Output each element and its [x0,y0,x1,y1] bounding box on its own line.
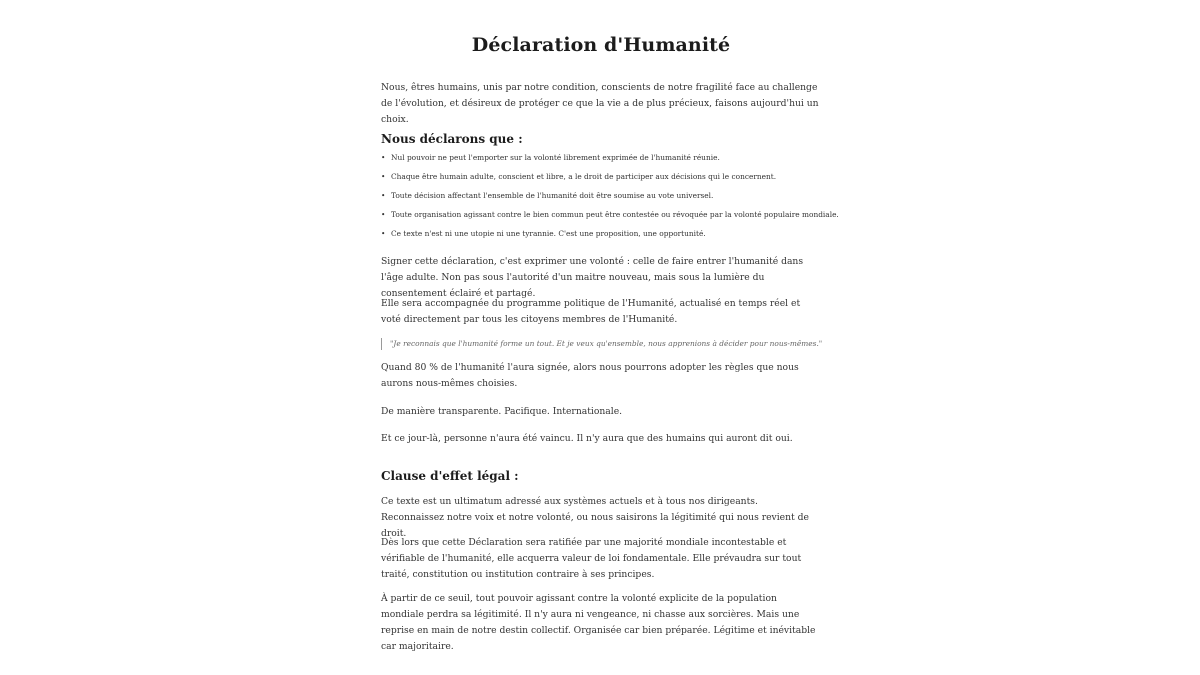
bullet-icon: • [381,229,386,238]
list-item: • Chaque être humain adulte, conscient et libre, a le droit de participer aux décisions qui le concernent. [381,172,777,181]
body-paragraph: Elle sera accompagnée du programme politique de l'Humanité, actualisé en temps réel et voté directement par tous les citoyens membres de l'Humanité. [381,298,801,325]
list-item: • Nul pouvoir ne peut l'emporter sur la volonté librement exprimée de l'humanité réunie. [381,153,720,162]
page-title: Déclaration d'Humanité [471,34,731,56]
blockquote [381,338,822,350]
list-item: • Toute organisation agissant contre le bien commun peut être contestée ou révoquée par la volonté populaire mondiale. [381,210,839,219]
body-paragraph: De manière transparente. Pacifique. Internationale. [381,406,623,417]
bullet-icon: • [381,210,386,219]
intro-paragraph: Nous, êtres humains, unis par notre condition, conscients de notre fragilité face au challenge de l'évolution, et désireux de protéger ce que la vie a de plus précieux, faisons aujourd'hui un choix. [381,82,819,125]
bullet-icon: • [381,153,386,162]
bullet-icon: • [381,191,386,200]
clause-paragraph: Dès lors que cette Déclaration sera ratifiée par une majorité mondiale incontestable et vérifiable de l'humanité, elle acquerra valeur de loi fondamentale. Elle prévaudra sur tout traité, constitution ou institution contraire à ses principes. [381,537,802,580]
body-paragraph: Et ce jour-là, personne n'aura été vaincu. Il n'y aura que des humains qui auront dit oui. [381,433,793,444]
declare-heading: Nous déclarons que : [381,132,523,146]
quote-text: "Je reconnais que l'humanité forme un tout. Et je veux qu'ensemble, nous apprenions à décider pour nous-mêmes." [390,339,823,348]
clause-heading: Clause d'effet légal : [381,469,519,483]
body-paragraph: Signer cette déclaration, c'est exprimer une volonté : celle de faire entrer l'humanité dans l'âge adulte. Non pas sous l'autorité d'un maitre nouveau, mais sous la lumière du consentement éclairé et partagé. [381,256,804,299]
bullet-icon: • [381,172,386,181]
clause-paragraph: Ce texte est un ultimatum adressé aux systèmes actuels et à tous nos dirigeants. Reconnaissez notre voix et notre volonté, ou nous saisirons la légitimité qui nous revient de droit. [381,496,809,539]
body-paragraph: Quand 80 % de l'humanité l'aura signée, alors nous pourrons adopter les règles que nous aurons nous-mêmes choisies. [381,362,799,389]
clause-paragraph: À partir de ce seuil, tout pouvoir agissant contre la volonté explicite de la population mondiale perdra sa légitimité. Il n'y aura ni vengeance, ni chasse aux sorcières. Mais une reprise en main de notre destin collectif. Organisée car bien préparée. Légitime et inévitable car majoritaire. [381,593,816,652]
list-item: • Ce texte n'est ni une utopie ni une tyrannie. C'est une proposition, une opportunité. [381,229,706,238]
list-item: • Toute décision affectant l'ensemble de l'humanité doit être soumise au vote universel. [381,191,714,200]
declarations-list [381,153,839,248]
